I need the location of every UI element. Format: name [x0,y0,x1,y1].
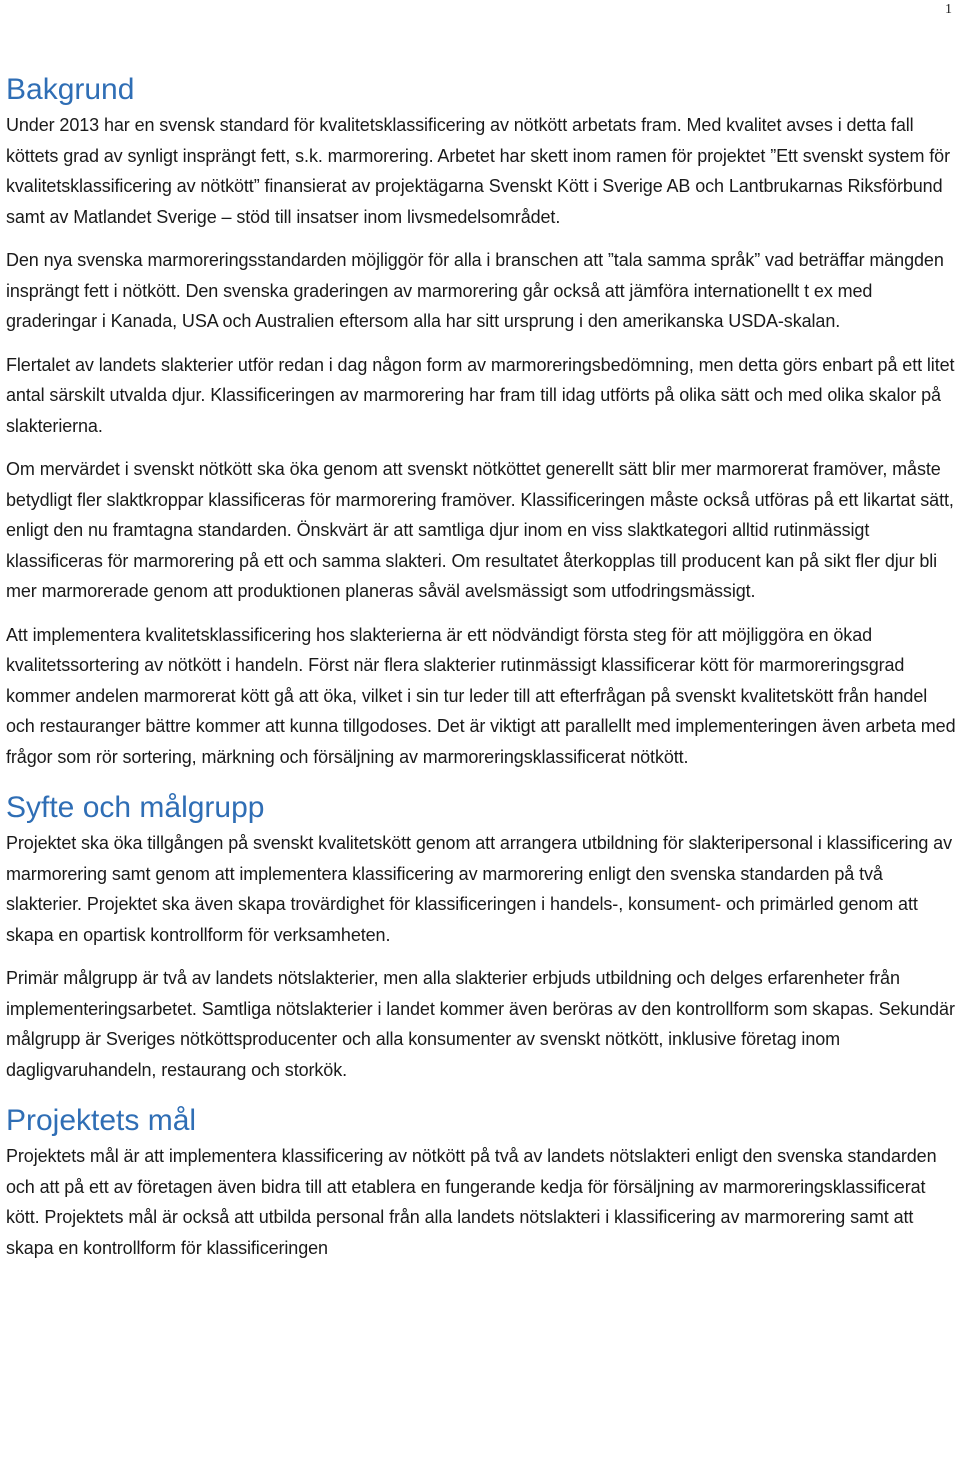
heading-syfte-och-malgrupp: Syfte och målgrupp [6,791,265,824]
paragraph: Projektets mål är att implementera klassificering av nötkött på två av landets nötslakteri enligt den svenska standarden och att på ett av företagen även bidra till att etablera en fungerande kedja för försäljning av marmoreringsklassificerat kött. Projektets mål är också att utbilda personal från alla landets nötslakteri i klassificering av marmorering samt att skapa en kontrollform för klassificeringen [6,1146,937,1258]
document-body [6,70,956,1263]
heading-bakgrund: Bakgrund [6,73,135,106]
paragraph: Att implementera kvalitetsklassificering hos slakterierna är ett nödvändigt första steg för att möjliggöra en ökad kvalitetssortering av nötkött i handeln. Först när flera slakterier rutinmässigt klassificerar kött för marmoreringsgrad kommer andelen marmorerat kött gå att öka, vilket i sin tur leder till att efterfrågan på svenskt kvalitetskött från handel och restauranger bättre kommer att kunna tillgodoses. Det är viktigt att parallellt med implementeringen även arbeta med frågor som rör sortering, märkning och försäljning av marmoreringsklassificerat nötkött. [6,624,956,767]
paragraph: Projektet ska öka tillgången på svenskt kvalitetskött genom att arrangera utbildning för slakteripersonal i klassificering av marmorering samt genom att implementera klassificering av marmorering enligt den svenska standarden på två slakterier. Projektet ska även skapa trovärdighet för klassificeringen i handels-, konsument- och primärled genom att skapa en opartisk kontrollform för verksamheten. [6,833,952,945]
heading-projektets-mal: Projektets mål [6,1104,197,1137]
paragraph: Om mervärdet i svenskt nötkött ska öka genom att svenskt nötköttet generellt sätt blir mer marmorerat framöver, måste betydligt fler slaktkroppar klassificeras för marmorering framöver. Klassificeringen måste också utföras på ett likartat sätt, enligt den nu framtagna standarden. Önskvärt är att samtliga djur inom en viss slaktkategori alltid rutinmässigt klassificeras för marmorering på ett och samma slakteri. Om resultatet återkopplas till producent kan på sikt fler djur bli mer marmorerade genom att produktionen planeras såväl avelsmässigt som utfodringsmässigt. [6,459,954,601]
paragraph: Primär målgrupp är två av landets nötslakterier, men alla slakterier erbjuds utbildning och delges erfarenheter från implementeringsarbetet. Samtliga nötslakterier i landet kommer även beröras av den kontrollform som skapas. Sekundär målgrupp är Sveriges nötköttsproducenter och alla konsumenter av svenskt nötkött, inklusive företag inom dagligvaruhandeln, restaurang och storkök. [6,968,955,1080]
paragraph: Flertalet av landets slakterier utför redan i dag någon form av marmoreringsbedömning, men detta görs enbart på ett litet antal särskilt utvalda djur. Klassificeringen av marmorering har fram till idag utförts på olika sätt och med olika skalor på slakterierna. [6,354,955,436]
section-bakgrund [6,70,956,772]
paragraph: Den nya svenska marmoreringsstandarden möjliggör för alla i branschen att ”tala samma språk” vad beträffar mängden insprängt fett i nötkött. Den svenska graderingen av marmorering går också att jämföra internationellt t ex med graderingar i Kanada, USA och Australien eftersom alla har sitt ursprung i den amerikanska USDA-skalan. [6,250,944,331]
page-number: 1 [945,2,952,17]
section-projektets-mal [6,1101,956,1263]
section-syfte-och-malgrupp [6,788,956,1085]
paragraph: Under 2013 har en svensk standard för kvalitetsklassificering av nötkött arbetats fram. Med kvalitet avses i detta fall köttets grad av synligt insprängt fett, s.k. marmorering. Arbetet har skett inom ramen för projektet ”Ett svenskt system för kvalitetsklassificering av nötkött” finansierat av projektägarna Svenskt Kött i Sverige AB och Lantbrukarnas Riksförbund samt av Matlandet Sverige – stöd till insatser inom livsmedelsområdet. [6,115,950,227]
